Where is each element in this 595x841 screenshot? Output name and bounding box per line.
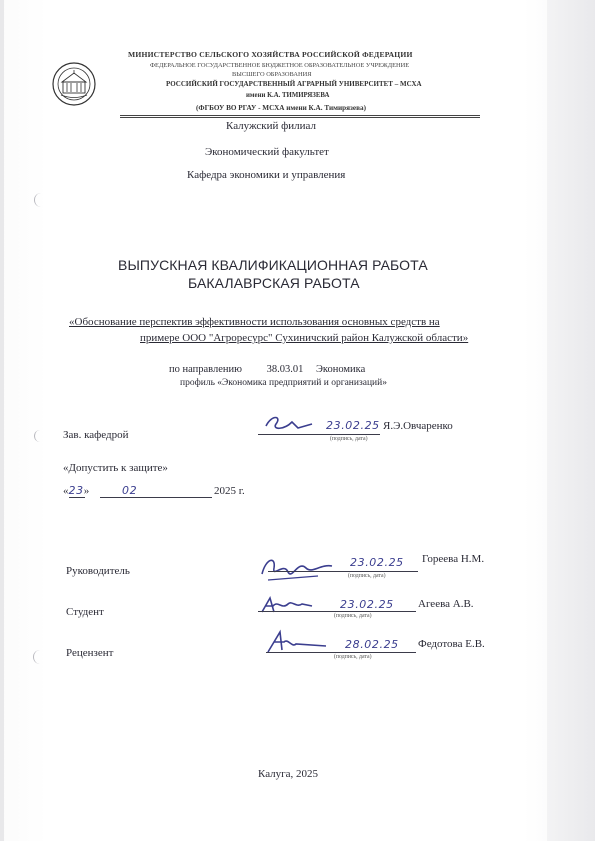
- punch-hole-mark: [33, 650, 48, 664]
- page-left-edge: [0, 0, 4, 841]
- admission-day: 23: [68, 484, 84, 497]
- head-signature-line: [258, 434, 380, 435]
- punch-hole-mark: [34, 430, 49, 442]
- university-name: РОССИЙСКИЙ ГОСУДАРСТВЕННЫЙ АГРАРНЫЙ УНИВЕРСИТЕТ – МСХА: [166, 80, 422, 88]
- reviewer-signature-date: 28.02.25: [345, 638, 399, 651]
- thesis-topic-line2: примере ООО "Агроресурс" Сухиничский район Калужской области»: [140, 332, 469, 344]
- ministry-title: МИНИСТЕРСТВО СЕЛЬСКОГО ХОЗЯЙСТВА РОССИЙСКОЙ ФЕДЕРАЦИИ: [128, 50, 413, 59]
- header-divider: [120, 117, 480, 118]
- supervisor-label: Руководитель: [66, 565, 130, 577]
- head-signature-icon: [262, 412, 322, 436]
- student-name: Агеева А.В.: [418, 598, 474, 610]
- header-divider: [120, 115, 480, 116]
- branch-name: Калужский филиал: [226, 120, 317, 132]
- department-name: Кафедра экономики и управления: [187, 169, 346, 181]
- supervisor-name: Гореева Н.М.: [422, 553, 485, 565]
- head-of-dept-label: Зав. кафедрой: [63, 429, 129, 441]
- reviewer-label: Рецензент: [66, 647, 114, 659]
- head-signature-caption: (подпись, дата): [330, 436, 368, 442]
- head-signature-date: 23.02.25: [326, 419, 380, 432]
- admission-month: 02: [122, 484, 138, 497]
- work-type-title: ВЫПУСКНАЯ КВАЛИФИКАЦИОННАЯ РАБОТА: [118, 257, 428, 273]
- higher-education-line: ВЫСШЕГО ОБРАЗОВАНИЯ: [232, 71, 312, 78]
- work-subtype-title: БАКАЛАВРСКАЯ РАБОТА: [188, 275, 360, 291]
- reviewer-signature-icon: [262, 628, 332, 658]
- admission-year: 2025 г.: [214, 485, 245, 497]
- reviewer-name: Федотова Е.В.: [418, 638, 485, 650]
- student-signature-date: 23.02.25: [340, 598, 394, 611]
- supervisor-signature-date: 23.02.25: [350, 556, 404, 569]
- student-signature-line: [258, 611, 416, 612]
- student-signature-caption: (подпись, дата): [334, 613, 372, 619]
- student-label: Студент: [66, 606, 104, 618]
- admission-day-close-quote: »: [83, 485, 90, 497]
- thesis-topic-line1: «Обоснование перспектив эффективности использования основных средств на: [69, 316, 440, 328]
- university-abbreviation: (ФГБОУ ВО РГАУ - МСХА имени К.А. Тимирязева): [196, 104, 366, 112]
- admission-label: «Допустить к защите»: [63, 462, 168, 474]
- study-direction: [169, 364, 365, 375]
- direction-label: по направлению: [169, 364, 242, 375]
- direction-code: 38.03.01: [266, 364, 304, 375]
- admission-day-open-quote: «: [63, 485, 69, 497]
- direction-name: Экономика: [315, 364, 366, 375]
- reviewer-signature-line: [266, 652, 416, 653]
- admission-day-line: [69, 497, 85, 498]
- institution-type: ФЕДЕРАЛЬНОЕ ГОСУДАРСТВЕННОЕ БЮДЖЕТНОЕ ОБРАЗОВАТЕЛЬНОЕ УЧРЕЖДЕНИЕ: [150, 62, 410, 69]
- study-profile: профиль «Экономика предприятий и организаций»: [180, 378, 387, 388]
- faculty-name: Экономический факультет: [205, 146, 329, 158]
- university-named-after: имени К.А. ТИМИРЯЗЕВА: [246, 92, 330, 99]
- supervisor-signature-line: [268, 571, 418, 572]
- city-year: Калуга, 2025: [258, 768, 319, 780]
- student-signature-icon: [258, 594, 318, 618]
- university-emblem-icon: [52, 62, 96, 106]
- page-right-edge: [547, 0, 595, 841]
- supervisor-signature-icon: [258, 554, 338, 584]
- reviewer-signature-caption: (подпись, дата): [334, 654, 372, 660]
- supervisor-signature-caption: (подпись, дата): [348, 573, 386, 579]
- admission-date: [63, 484, 89, 497]
- head-of-dept-name: Я.Э.Овчаренко: [383, 420, 453, 432]
- admission-month-line: [100, 497, 212, 498]
- punch-hole-mark: [34, 193, 49, 207]
